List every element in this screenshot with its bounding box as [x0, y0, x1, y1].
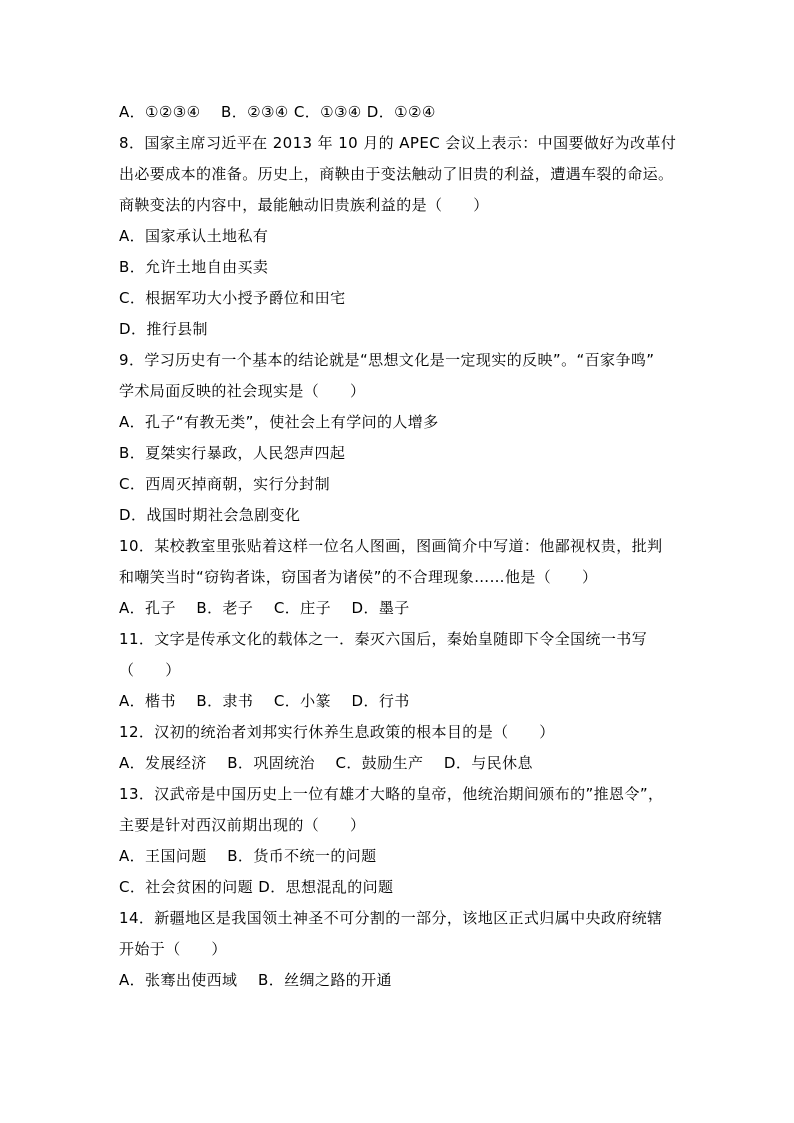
q8-option-b: B．允许土地自由买卖	[119, 258, 269, 276]
q13-stem-line-2: 主要是针对西汉前期出现的（ ）	[119, 816, 366, 834]
q12-options: A．发展经济 B．巩固统治 C．鼓励生产 D．与民休息	[119, 754, 533, 772]
q8-option-c: C．根据军功大小授予爵位和田宅	[119, 289, 346, 307]
q8-option-a: A．国家承认土地私有	[119, 227, 269, 245]
q13-stem-line-1: 13．汉武帝是中国历史上一位有雄才大略的皇帝，他统治期间颁布的”推恩令”，	[119, 785, 664, 803]
q11-stem-line-2: （ ）	[119, 661, 181, 679]
q10-stem-line-1: 10．某校教室里张贴着这样一位名人图画，图画简介中写道：他鄙视权贵，批判	[119, 537, 663, 555]
exam-content	[119, 97, 679, 996]
q9-stem-line-1: 9．学习历史有一个基本的结论就是“思想文化是一定现实的反映”。“百家争鸣”	[119, 351, 655, 369]
q14-stem-line-2: 开始于（ ）	[119, 940, 227, 958]
q11-options: A．楷书 B．隶书 C．小篆 D．行书	[119, 692, 410, 710]
q8-stem-line-2: 出必要成本的准备。历史上，商鞅由于变法触动了旧贵的利益，遭遇车裂的命运。	[119, 165, 674, 183]
q14-options-ab: A．张骞出使西域 B．丝绸之路的开通	[119, 971, 392, 989]
q9-stem-line-2: 学术局面反映的社会现实是（ ）	[119, 382, 366, 400]
q10-options: A．孔子 B．老子 C．庄子 D．墨子	[119, 599, 410, 617]
q13-options-cd: C．社会贫困的问题 D．思想混乱的问题	[119, 878, 394, 896]
q9-option-d: D．战国时期社会急剧变化	[119, 506, 301, 524]
q8-option-d: D．推行县制	[119, 320, 208, 338]
q11-stem-line-1: 11．文字是传承文化的载体之一．秦灭六国后，秦始皇随即下令全国统一书写	[119, 630, 648, 648]
q12-stem: 12．汉初的统治者刘邦实行休养生息政策的根本目的是（ ）	[119, 723, 555, 741]
q9-option-b: B．夏桀实行暴政，人民怨声四起	[119, 444, 346, 462]
q13-options-ab: A．王国问题 B．货币不统一的问题	[119, 847, 377, 865]
q7-options: A．①②③④ B．②③④ C．①③④ D．①②④	[119, 103, 436, 121]
q9-option-c: C．西周灭掉商朝，实行分封制	[119, 475, 331, 493]
q9-option-a: A．孔子“有教无类”，使社会上有学问的人增多	[119, 413, 439, 431]
q8-stem-line-1: 8．国家主席习近平在 2013 年 10 月的 APEC 会议上表示：中国要做好为改革付	[119, 134, 677, 152]
q14-stem-line-1: 14．新疆地区是我国领土神圣不可分割的一部分，该地区正式归属中央政府统辖	[119, 909, 663, 927]
q8-stem-line-3: 商鞅变法的内容中，最能触动旧贵族利益的是（ ）	[119, 196, 489, 214]
q10-stem-line-2: 和嘲笑当时“窃钩者诛，窃国者为诸侯”的不合理现象……他是（ ）	[119, 568, 598, 586]
